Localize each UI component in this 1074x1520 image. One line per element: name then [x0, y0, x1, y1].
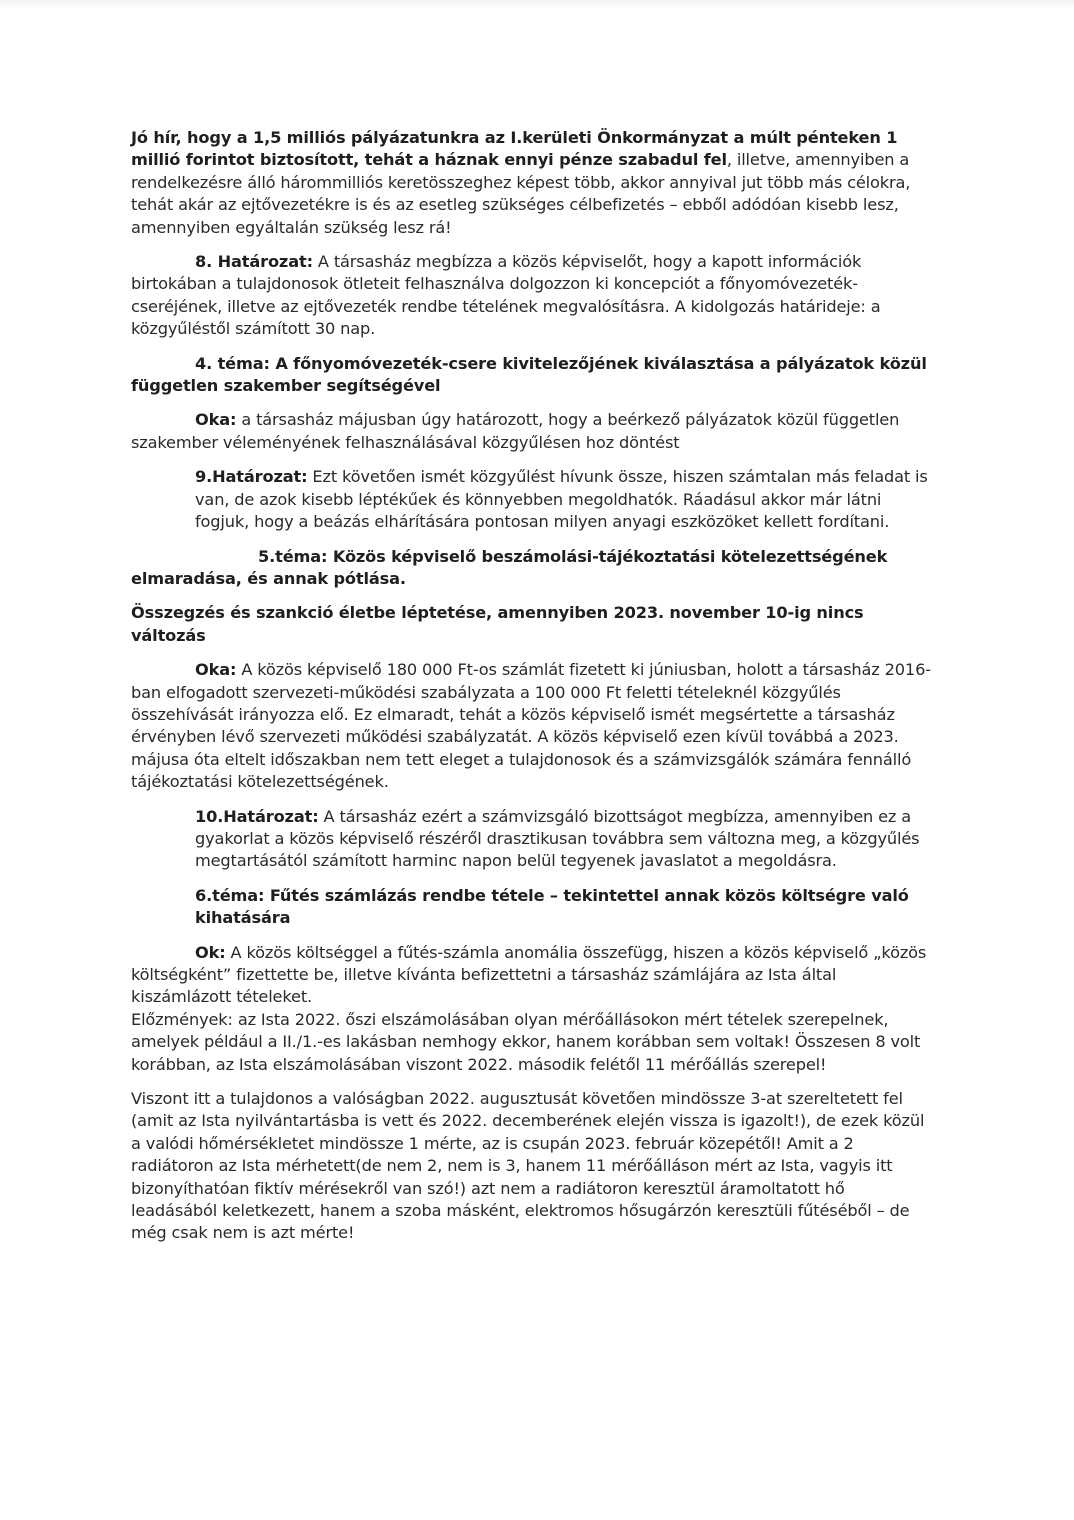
- resolution-9-label: 9.Határozat:: [195, 467, 308, 487]
- resolution-8-text: A társasház megbízza a közös képviselőt, hogy a kapott információk birtokában a tulajdonosok ötleteit felhasználva dolgozzon ki koncepciót a főnyomóvezeték-cseréjének, illetve az ejtővezeték rendbe tételének megvalósításra. A kidolgozás határideje: a közgyűléstől számított 30 nap.: [131, 252, 881, 339]
- resolution-8: [131, 251, 931, 341]
- topic-5-heading: 5.téma: Közös képviselő beszámolási-tájékoztatási kötelezettségének elmaradása, és annak pótlása.: [131, 546, 888, 588]
- topic-6-heading: 6.téma: Fűtés számlázás rendbe tétele – tekintettel annak közös költségre való kihatására: [195, 885, 909, 928]
- intro-text: , illetve, amennyiben a rendelkezésre álló hárommilliós keretösszeghez képest több, akkor annyival jut több más célokra, tehát akár az ejtővezetékre is és az esetleg szükséges célbefizetés – ebből adódóan kisebb lesz, amennyiben egyáltalán szükség lesz rá!: [131, 150, 911, 237]
- topic-5-reason: [131, 659, 931, 793]
- document-page: [131, 127, 931, 1245]
- topic-4-reason-text: a társasház májusban úgy határozott, hogy a beérkező pályázatok közül független szakember véleményének felhasználásával közgyűlésen hoz döntést: [131, 410, 900, 452]
- topic-6-reason: [131, 942, 931, 1009]
- topic-5-subheading: Összegzés és szankció életbe léptetése, amennyiben 2023. november 10-ig nincs változás: [131, 603, 864, 645]
- intro-bold-text: Jó hír, hogy a 1,5 milliós pályázatunkra az I.kerületi Önkormányzat a múlt pénteken 1 millió forintot biztosított, tehát a háznak ennyi pénze szabadul fel: [131, 128, 898, 170]
- resolution-8-label: 8. Határozat:: [195, 252, 313, 272]
- scan-edge: [0, 0, 1074, 8]
- topic-4-reason: [131, 409, 931, 454]
- resolution-10-text: A társasház ezért a számvizsgáló bizottságot megbízza, amennyiben ez a gyakorlat a közös képviselő részéről drasztikusan továbbra sem változna meg, a közgyűlés megtartásától számított harminc napon belül tegyenek javaslatot a megoldásra.: [195, 806, 920, 871]
- topic-4-reason-label: Oka:: [195, 410, 237, 430]
- resolution-10-label: 10.Határozat:: [195, 806, 319, 826]
- topic-5-reason-label: Oka:: [195, 660, 237, 680]
- topic-6-background: Előzmények: az Ista 2022. őszi elszámolásában olyan mérőállásokon mért tételek szerepelnek, amelyek például a II./1.-es lakásban nemhogy ekkor, hanem korábban sem voltak! Összesen 8 volt korábban, az Ista elszámolásában viszont 2022. második felétől 11 mérőállás szerepel!: [131, 1009, 921, 1074]
- topic-6-reason-label: Ok:: [195, 942, 226, 962]
- topic-4-heading: 4. téma: A főnyomóvezeték-csere kivitelezőjének kiválasztása a pályázatok közül független szakember segítségével: [131, 353, 927, 396]
- topic-5-reason-text: A közös képviselő 180 000 Ft-os számlát fizetett ki júniusban, holott a társasház 2016-ban elfogadott szervezeti-működési szabályzata a 100 000 Ft feletti tételeknél közgyűlés összehívását irányozza elő. Ez elmaradt, tehát a közös képviselő ismét megsértette a társasház érvényben lévő szervezeti működési szabályzatát. A közös képviselő ezen kívül továbbá a 2023. májusa óta eltelt időszakban nem tett eleget a tulajdonosok és a számvizsgálók számára fennálló tájékoztatási kötelezettségének.: [131, 660, 931, 792]
- topic-6-reason-text: A közös költséggel a fűtés-számla anomália összefügg, hiszen a közös képviselő „közös költségként” fizettette be, illetve kívánta befizettetni a társasház számlájára az Ista által kiszámlázott tételeket.: [131, 942, 927, 1007]
- resolution-10: [131, 806, 931, 873]
- resolution-9: [131, 466, 931, 533]
- intro-paragraph: [131, 127, 931, 239]
- resolution-9-text: Ezt követően ismét közgyűlést hívunk össze, hiszen számtalan más feladat is van, de azok kisebb léptékűek és könnyebben megoldhatók. Ráadásul akkor már látni fogjuk, hogy a beázás elhárítására pontosan milyen anyagi eszközöket kellett fordítani.: [195, 467, 928, 532]
- topic-6-details: Viszont itt a tulajdonos a valóságban 2022. augusztusát követően mindössze 3-at szereltetett fel (amit az Ista nyilvántartásba is vett és 2022. decemberének elején vissza is igazolt!), de ezek közül a valódi hőmérsékletet mindössze 1 mérte, az is csupán 2023. február közepétől! Amit a 2 radiátoron az Ista mérhetett(de nem 2, nem is 3, hanem 11 mérőálláson mért az Ista, vagyis itt bizonyíthatóan fiktív mérésekről van szó!) azt nem a radiátoron keresztül áramoltatott hő leadásából keletkezett, hanem a szoba másként, elektromos hősugárzón keresztüli fűtéséből – de még csak nem is azt mérte!: [131, 1089, 925, 1243]
